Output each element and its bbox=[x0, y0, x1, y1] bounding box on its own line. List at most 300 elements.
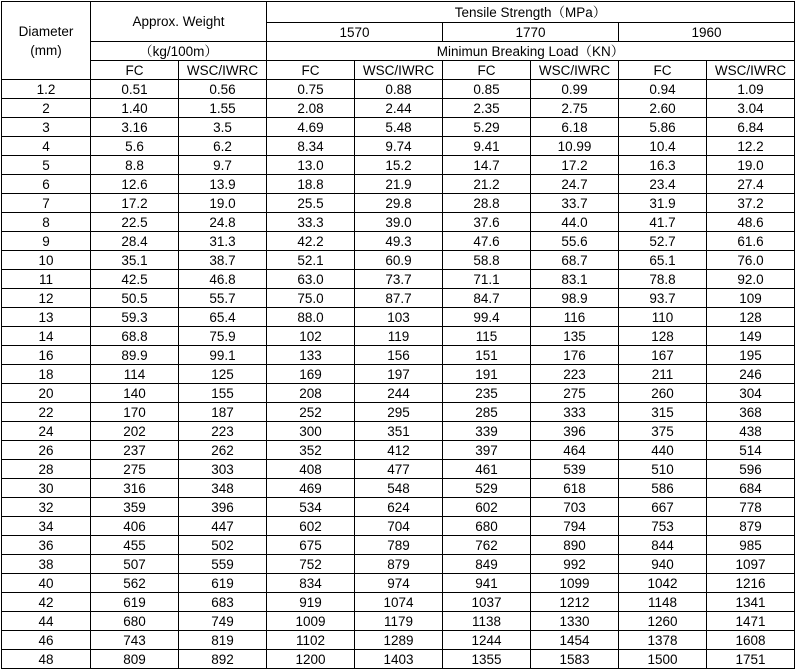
value-cell: 919 bbox=[267, 593, 355, 612]
diameter-cell: 38 bbox=[2, 555, 91, 574]
value-cell: 116 bbox=[531, 308, 619, 327]
value-cell: 208 bbox=[267, 384, 355, 403]
value-cell: 469 bbox=[267, 479, 355, 498]
value-cell: 223 bbox=[179, 422, 267, 441]
value-cell: 18.8 bbox=[267, 175, 355, 194]
value-cell: 28.4 bbox=[91, 232, 179, 251]
value-cell: 0.56 bbox=[179, 80, 267, 99]
value-cell: 5.29 bbox=[443, 118, 531, 137]
value-cell: 2.35 bbox=[443, 99, 531, 118]
table-row bbox=[2, 441, 795, 460]
value-cell: 235 bbox=[443, 384, 531, 403]
value-cell: 753 bbox=[619, 517, 707, 536]
table-row bbox=[2, 327, 795, 346]
table-row bbox=[2, 631, 795, 650]
value-cell: 1037 bbox=[443, 593, 531, 612]
value-cell: 133 bbox=[267, 346, 355, 365]
value-cell: 1074 bbox=[355, 593, 443, 612]
value-cell: 71.1 bbox=[443, 270, 531, 289]
value-cell: 25.5 bbox=[267, 194, 355, 213]
value-cell: 8.34 bbox=[267, 137, 355, 156]
table-row bbox=[2, 289, 795, 308]
diameter-cell: 24 bbox=[2, 422, 91, 441]
value-cell: 114 bbox=[91, 365, 179, 384]
value-cell: 60.9 bbox=[355, 251, 443, 270]
diameter-cell: 10 bbox=[2, 251, 91, 270]
diameter-cell: 9 bbox=[2, 232, 91, 251]
value-cell: 5.86 bbox=[619, 118, 707, 137]
table-row bbox=[2, 118, 795, 137]
value-cell: 202 bbox=[91, 422, 179, 441]
value-cell: 9.7 bbox=[179, 156, 267, 175]
value-cell: 351 bbox=[355, 422, 443, 441]
tensile-strength-header: Tensile Strength（MPa） bbox=[267, 2, 795, 23]
value-cell: 6.84 bbox=[707, 118, 795, 137]
value-cell: 50.5 bbox=[91, 289, 179, 308]
value-cell: 303 bbox=[179, 460, 267, 479]
value-cell: 412 bbox=[355, 441, 443, 460]
value-cell: 10.99 bbox=[531, 137, 619, 156]
value-cell: 14.7 bbox=[443, 156, 531, 175]
value-cell: 65.1 bbox=[619, 251, 707, 270]
value-cell: 619 bbox=[179, 574, 267, 593]
value-cell: 68.7 bbox=[531, 251, 619, 270]
diameter-cell: 18 bbox=[2, 365, 91, 384]
diameter-unit: (mm) bbox=[30, 42, 62, 58]
diameter-cell: 14 bbox=[2, 327, 91, 346]
grade-1770-header: 1770 bbox=[443, 23, 619, 42]
value-cell: 1212 bbox=[531, 593, 619, 612]
value-cell: 1454 bbox=[531, 631, 619, 650]
diameter-cell: 48 bbox=[2, 650, 91, 669]
value-cell: 88.0 bbox=[267, 308, 355, 327]
value-cell: 1200 bbox=[267, 650, 355, 669]
grade-1960-header: 1960 bbox=[619, 23, 795, 42]
table-row bbox=[2, 460, 795, 479]
value-cell: 680 bbox=[91, 612, 179, 631]
table-row bbox=[2, 270, 795, 289]
value-cell: 892 bbox=[179, 650, 267, 669]
value-cell: 455 bbox=[91, 536, 179, 555]
value-cell: 38.7 bbox=[179, 251, 267, 270]
value-cell: 119 bbox=[355, 327, 443, 346]
value-cell: 260 bbox=[619, 384, 707, 403]
value-cell: 19.0 bbox=[179, 194, 267, 213]
value-cell: 438 bbox=[707, 422, 795, 441]
table-row bbox=[2, 80, 795, 99]
diameter-cell: 40 bbox=[2, 574, 91, 593]
value-cell: 31.9 bbox=[619, 194, 707, 213]
diameter-cell: 4 bbox=[2, 137, 91, 156]
value-cell: 78.8 bbox=[619, 270, 707, 289]
value-cell: 48.6 bbox=[707, 213, 795, 232]
value-cell: 223 bbox=[531, 365, 619, 384]
value-cell: 16.3 bbox=[619, 156, 707, 175]
value-cell: 187 bbox=[179, 403, 267, 422]
diameter-cell: 46 bbox=[2, 631, 91, 650]
value-cell: 55.7 bbox=[179, 289, 267, 308]
value-cell: 3.5 bbox=[179, 118, 267, 137]
table-row bbox=[2, 612, 795, 631]
value-cell: 19.0 bbox=[707, 156, 795, 175]
value-cell: 89.9 bbox=[91, 346, 179, 365]
value-cell: 115 bbox=[443, 327, 531, 346]
value-cell: 83.1 bbox=[531, 270, 619, 289]
value-cell: 618 bbox=[531, 479, 619, 498]
value-cell: 5.6 bbox=[91, 137, 179, 156]
value-cell: 33.3 bbox=[267, 213, 355, 232]
sub-column-header: WSC/IWRC bbox=[179, 61, 267, 80]
sub-column-header: WSC/IWRC bbox=[355, 61, 443, 80]
value-cell: 176 bbox=[531, 346, 619, 365]
value-cell: 8.8 bbox=[91, 156, 179, 175]
value-cell: 13.9 bbox=[179, 175, 267, 194]
diameter-cell: 34 bbox=[2, 517, 91, 536]
table-row bbox=[2, 251, 795, 270]
diameter-header bbox=[2, 2, 91, 80]
value-cell: 52.1 bbox=[267, 251, 355, 270]
value-cell: 1751 bbox=[707, 650, 795, 669]
diameter-cell: 22 bbox=[2, 403, 91, 422]
table-row bbox=[2, 175, 795, 194]
value-cell: 683 bbox=[179, 593, 267, 612]
value-cell: 562 bbox=[91, 574, 179, 593]
value-cell: 844 bbox=[619, 536, 707, 555]
value-cell: 819 bbox=[179, 631, 267, 650]
value-cell: 559 bbox=[179, 555, 267, 574]
table-row bbox=[2, 194, 795, 213]
value-cell: 0.85 bbox=[443, 80, 531, 99]
value-cell: 985 bbox=[707, 536, 795, 555]
value-cell: 55.6 bbox=[531, 232, 619, 251]
diameter-cell: 1.2 bbox=[2, 80, 91, 99]
value-cell: 1583 bbox=[531, 650, 619, 669]
value-cell: 477 bbox=[355, 460, 443, 479]
table-row bbox=[2, 137, 795, 156]
value-cell: 1179 bbox=[355, 612, 443, 631]
value-cell: 2.08 bbox=[267, 99, 355, 118]
value-cell: 33.7 bbox=[531, 194, 619, 213]
value-cell: 684 bbox=[707, 479, 795, 498]
table-row bbox=[2, 498, 795, 517]
value-cell: 151 bbox=[443, 346, 531, 365]
value-cell: 940 bbox=[619, 555, 707, 574]
value-cell: 834 bbox=[267, 574, 355, 593]
approx-weight-header: Approx. Weight bbox=[91, 2, 267, 42]
sub-column-header: WSC/IWRC bbox=[531, 61, 619, 80]
diameter-cell: 36 bbox=[2, 536, 91, 555]
value-cell: 149 bbox=[707, 327, 795, 346]
value-cell: 35.1 bbox=[91, 251, 179, 270]
value-cell: 704 bbox=[355, 517, 443, 536]
table-row bbox=[2, 156, 795, 175]
value-cell: 285 bbox=[443, 403, 531, 422]
value-cell: 1244 bbox=[443, 631, 531, 650]
value-cell: 99.1 bbox=[179, 346, 267, 365]
value-cell: 47.6 bbox=[443, 232, 531, 251]
table-row bbox=[2, 308, 795, 327]
value-cell: 1042 bbox=[619, 574, 707, 593]
value-cell: 1.55 bbox=[179, 99, 267, 118]
value-cell: 879 bbox=[355, 555, 443, 574]
value-cell: 1289 bbox=[355, 631, 443, 650]
diameter-cell: 8 bbox=[2, 213, 91, 232]
value-cell: 596 bbox=[707, 460, 795, 479]
value-cell: 408 bbox=[267, 460, 355, 479]
value-cell: 110 bbox=[619, 308, 707, 327]
table-row bbox=[2, 536, 795, 555]
value-cell: 211 bbox=[619, 365, 707, 384]
value-cell: 624 bbox=[355, 498, 443, 517]
value-cell: 65.4 bbox=[179, 308, 267, 327]
wire-rope-spec-table bbox=[1, 1, 795, 669]
value-cell: 2.75 bbox=[531, 99, 619, 118]
diameter-cell: 2 bbox=[2, 99, 91, 118]
table-header bbox=[2, 2, 795, 80]
value-cell: 359 bbox=[91, 498, 179, 517]
value-cell: 778 bbox=[707, 498, 795, 517]
value-cell: 22.5 bbox=[91, 213, 179, 232]
value-cell: 789 bbox=[355, 536, 443, 555]
sub-column-header: WSC/IWRC bbox=[707, 61, 795, 80]
value-cell: 275 bbox=[531, 384, 619, 403]
value-cell: 440 bbox=[619, 441, 707, 460]
table-row bbox=[2, 479, 795, 498]
value-cell: 539 bbox=[531, 460, 619, 479]
sub-column-header: FC bbox=[619, 61, 707, 80]
value-cell: 262 bbox=[179, 441, 267, 460]
table-row bbox=[2, 403, 795, 422]
value-cell: 514 bbox=[707, 441, 795, 460]
value-cell: 2.60 bbox=[619, 99, 707, 118]
table-row bbox=[2, 232, 795, 251]
diameter-label: Diameter bbox=[18, 23, 74, 39]
value-cell: 548 bbox=[355, 479, 443, 498]
value-cell: 510 bbox=[619, 460, 707, 479]
value-cell: 31.3 bbox=[179, 232, 267, 251]
value-cell: 809 bbox=[91, 650, 179, 669]
value-cell: 680 bbox=[443, 517, 531, 536]
value-cell: 12.6 bbox=[91, 175, 179, 194]
value-cell: 170 bbox=[91, 403, 179, 422]
value-cell: 197 bbox=[355, 365, 443, 384]
diameter-cell: 42 bbox=[2, 593, 91, 612]
diameter-cell: 44 bbox=[2, 612, 91, 631]
value-cell: 140 bbox=[91, 384, 179, 403]
value-cell: 46.8 bbox=[179, 270, 267, 289]
value-cell: 0.51 bbox=[91, 80, 179, 99]
breaking-load-header: Minimun Breaking Load（KN） bbox=[267, 42, 795, 61]
value-cell: 352 bbox=[267, 441, 355, 460]
value-cell: 5.48 bbox=[355, 118, 443, 137]
value-cell: 1.09 bbox=[707, 80, 795, 99]
value-cell: 23.4 bbox=[619, 175, 707, 194]
value-cell: 348 bbox=[179, 479, 267, 498]
sub-column-header: FC bbox=[91, 61, 179, 80]
value-cell: 879 bbox=[707, 517, 795, 536]
value-cell: 295 bbox=[355, 403, 443, 422]
table-row bbox=[2, 99, 795, 118]
value-cell: 752 bbox=[267, 555, 355, 574]
diameter-cell: 32 bbox=[2, 498, 91, 517]
value-cell: 529 bbox=[443, 479, 531, 498]
value-cell: 92.0 bbox=[707, 270, 795, 289]
value-cell: 59.3 bbox=[91, 308, 179, 327]
sub-column-header-row bbox=[2, 61, 795, 80]
value-cell: 246 bbox=[707, 365, 795, 384]
value-cell: 0.75 bbox=[267, 80, 355, 99]
value-cell: 4.69 bbox=[267, 118, 355, 137]
value-cell: 397 bbox=[443, 441, 531, 460]
value-cell: 0.94 bbox=[619, 80, 707, 99]
value-cell: 396 bbox=[179, 498, 267, 517]
table-row bbox=[2, 517, 795, 536]
value-cell: 37.2 bbox=[707, 194, 795, 213]
value-cell: 0.88 bbox=[355, 80, 443, 99]
value-cell: 1102 bbox=[267, 631, 355, 650]
value-cell: 992 bbox=[531, 555, 619, 574]
value-cell: 68.8 bbox=[91, 327, 179, 346]
value-cell: 169 bbox=[267, 365, 355, 384]
value-cell: 890 bbox=[531, 536, 619, 555]
value-cell: 703 bbox=[531, 498, 619, 517]
value-cell: 9.41 bbox=[443, 137, 531, 156]
diameter-cell: 16 bbox=[2, 346, 91, 365]
value-cell: 749 bbox=[179, 612, 267, 631]
sub-column-header: FC bbox=[443, 61, 531, 80]
value-cell: 41.7 bbox=[619, 213, 707, 232]
value-cell: 17.2 bbox=[91, 194, 179, 213]
value-cell: 3.16 bbox=[91, 118, 179, 137]
value-cell: 1608 bbox=[707, 631, 795, 650]
value-cell: 44.0 bbox=[531, 213, 619, 232]
value-cell: 941 bbox=[443, 574, 531, 593]
value-cell: 461 bbox=[443, 460, 531, 479]
value-cell: 1330 bbox=[531, 612, 619, 631]
value-cell: 275 bbox=[91, 460, 179, 479]
value-cell: 315 bbox=[619, 403, 707, 422]
value-cell: 52.7 bbox=[619, 232, 707, 251]
diameter-cell: 3 bbox=[2, 118, 91, 137]
value-cell: 42.2 bbox=[267, 232, 355, 251]
value-cell: 42.5 bbox=[91, 270, 179, 289]
table-row bbox=[2, 650, 795, 669]
value-cell: 1216 bbox=[707, 574, 795, 593]
value-cell: 61.6 bbox=[707, 232, 795, 251]
value-cell: 333 bbox=[531, 403, 619, 422]
value-cell: 534 bbox=[267, 498, 355, 517]
value-cell: 375 bbox=[619, 422, 707, 441]
value-cell: 156 bbox=[355, 346, 443, 365]
value-cell: 125 bbox=[179, 365, 267, 384]
value-cell: 1138 bbox=[443, 612, 531, 631]
value-cell: 73.7 bbox=[355, 270, 443, 289]
value-cell: 15.2 bbox=[355, 156, 443, 175]
value-cell: 1.40 bbox=[91, 99, 179, 118]
value-cell: 502 bbox=[179, 536, 267, 555]
table-row bbox=[2, 213, 795, 232]
value-cell: 27.4 bbox=[707, 175, 795, 194]
value-cell: 974 bbox=[355, 574, 443, 593]
value-cell: 128 bbox=[619, 327, 707, 346]
value-cell: 406 bbox=[91, 517, 179, 536]
value-cell: 244 bbox=[355, 384, 443, 403]
value-cell: 75.9 bbox=[179, 327, 267, 346]
diameter-cell: 12 bbox=[2, 289, 91, 308]
diameter-cell: 13 bbox=[2, 308, 91, 327]
value-cell: 602 bbox=[443, 498, 531, 517]
value-cell: 252 bbox=[267, 403, 355, 422]
value-cell: 762 bbox=[443, 536, 531, 555]
diameter-cell: 20 bbox=[2, 384, 91, 403]
diameter-cell: 5 bbox=[2, 156, 91, 175]
table-row bbox=[2, 422, 795, 441]
table-row bbox=[2, 365, 795, 384]
weight-unit-header: （kg/100m） bbox=[91, 42, 267, 61]
value-cell: 128 bbox=[707, 308, 795, 327]
value-cell: 135 bbox=[531, 327, 619, 346]
value-cell: 447 bbox=[179, 517, 267, 536]
value-cell: 76.0 bbox=[707, 251, 795, 270]
value-cell: 1341 bbox=[707, 593, 795, 612]
value-cell: 237 bbox=[91, 441, 179, 460]
value-cell: 75.0 bbox=[267, 289, 355, 308]
value-cell: 191 bbox=[443, 365, 531, 384]
value-cell: 24.8 bbox=[179, 213, 267, 232]
value-cell: 464 bbox=[531, 441, 619, 460]
value-cell: 794 bbox=[531, 517, 619, 536]
value-cell: 396 bbox=[531, 422, 619, 441]
value-cell: 0.99 bbox=[531, 80, 619, 99]
value-cell: 39.0 bbox=[355, 213, 443, 232]
value-cell: 21.2 bbox=[443, 175, 531, 194]
value-cell: 9.74 bbox=[355, 137, 443, 156]
value-cell: 1378 bbox=[619, 631, 707, 650]
value-cell: 743 bbox=[91, 631, 179, 650]
diameter-cell: 7 bbox=[2, 194, 91, 213]
value-cell: 29.8 bbox=[355, 194, 443, 213]
value-cell: 339 bbox=[443, 422, 531, 441]
table-row bbox=[2, 593, 795, 612]
grade-1570-header: 1570 bbox=[267, 23, 443, 42]
value-cell: 6.2 bbox=[179, 137, 267, 156]
value-cell: 195 bbox=[707, 346, 795, 365]
value-cell: 602 bbox=[267, 517, 355, 536]
value-cell: 103 bbox=[355, 308, 443, 327]
value-cell: 304 bbox=[707, 384, 795, 403]
diameter-cell: 30 bbox=[2, 479, 91, 498]
value-cell: 109 bbox=[707, 289, 795, 308]
value-cell: 1097 bbox=[707, 555, 795, 574]
table-body bbox=[2, 80, 795, 669]
value-cell: 6.18 bbox=[531, 118, 619, 137]
value-cell: 507 bbox=[91, 555, 179, 574]
sub-column-header: FC bbox=[267, 61, 355, 80]
value-cell: 37.6 bbox=[443, 213, 531, 232]
table-row bbox=[2, 384, 795, 403]
value-cell: 49.3 bbox=[355, 232, 443, 251]
value-cell: 675 bbox=[267, 536, 355, 555]
value-cell: 17.2 bbox=[531, 156, 619, 175]
value-cell: 102 bbox=[267, 327, 355, 346]
table-row bbox=[2, 346, 795, 365]
diameter-cell: 28 bbox=[2, 460, 91, 479]
value-cell: 10.4 bbox=[619, 137, 707, 156]
value-cell: 368 bbox=[707, 403, 795, 422]
diameter-cell: 26 bbox=[2, 441, 91, 460]
value-cell: 63.0 bbox=[267, 270, 355, 289]
value-cell: 84.7 bbox=[443, 289, 531, 308]
